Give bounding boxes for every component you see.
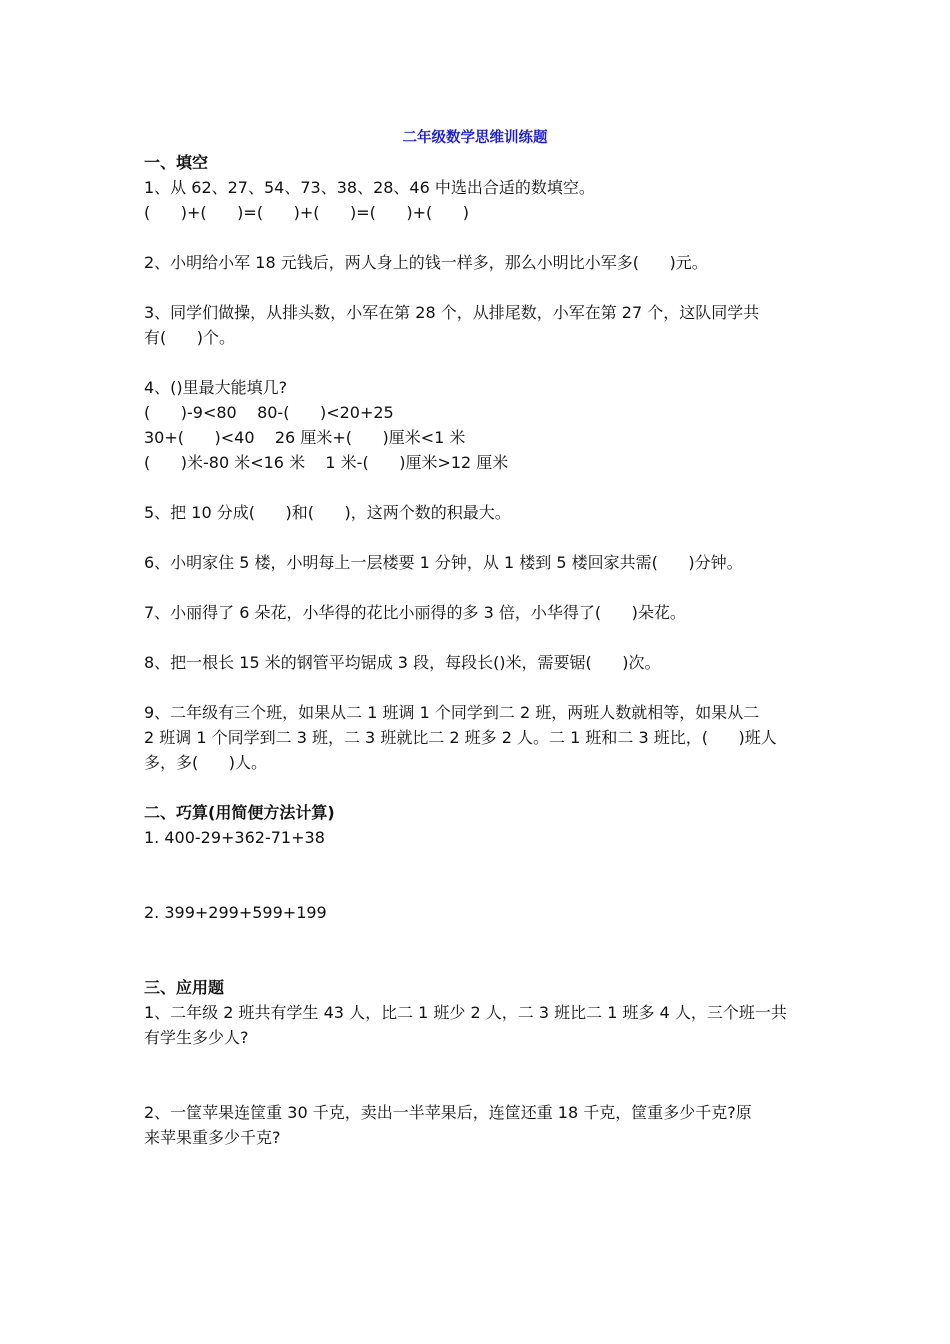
question-5: 5、把 10 分成( )和( )，这两个数的积最大。 bbox=[144, 503, 511, 522]
question-7: 7、小丽得了 6 朵花，小华得的花比小丽得的多 3 倍，小华得了( )朵花。 bbox=[144, 603, 686, 622]
question-4-line-2: 30+( )<40 26 厘米+( )厘米<1 米 bbox=[144, 428, 466, 447]
section-heading-word-problems: 三、应用题 bbox=[144, 978, 225, 997]
document-title: 二年级数学思维训练题 bbox=[402, 130, 548, 146]
word-problem-1-line-2: 有学生多少人? bbox=[144, 1028, 249, 1047]
question-4-line-3: ( )米-80 米<16 米 1 米-( )厘米>12 厘米 bbox=[144, 453, 509, 472]
question-9-line-1: 9、二年级有三个班，如果从二 1 班调 1 个同学到二 2 班，两班人数就相等，如果从二 bbox=[144, 703, 760, 722]
word-problem-2-line-2: 来苹果重多少千克? bbox=[144, 1128, 281, 1147]
question-4: 4、()里最大能填几? bbox=[144, 378, 288, 397]
question-3-line-2: 有( )个。 bbox=[144, 328, 236, 347]
section-heading-fill-blanks: 一、填空 bbox=[144, 153, 209, 172]
calc-problem-2: 2. 399+299+599+199 bbox=[144, 903, 327, 922]
section-heading-smart-calc: 二、巧算(用简便方法计算) bbox=[144, 803, 335, 822]
calc-problem-1: 1. 400-29+362-71+38 bbox=[144, 828, 325, 847]
question-1: 1、从 62、27、54、73、38、28、46 中选出合适的数填空。 bbox=[144, 178, 595, 197]
document-body bbox=[144, 150, 814, 1150]
question-4-line-1: ( )-9<80 80-( )<20+25 bbox=[144, 403, 394, 422]
question-8: 8、把一根长 15 米的钢管平均锯成 3 段，每段长()米，需要锯( )次。 bbox=[144, 653, 661, 672]
question-2: 2、小明给小军 18 元钱后，两人身上的钱一样多，那么小明比小军多( )元。 bbox=[144, 253, 708, 272]
word-problem-2-line-1: 2、一筐苹果连筐重 30 千克，卖出一半苹果后，连筐还重 18 千克，筐重多少千克?原 bbox=[144, 1103, 752, 1122]
question-9-line-3: 多，多( )人。 bbox=[144, 753, 268, 772]
word-problem-1-line-1: 1、二年级 2 班共有学生 43 人，比二 1 班少 2 人，二 3 班比二 1 班多 4 人，三个班一共 bbox=[144, 1003, 787, 1022]
question-3-line-1: 3、同学们做操，从排头数，小军在第 28 个，从排尾数，小军在第 27 个，这队同学共 bbox=[144, 303, 760, 322]
question-6: 6、小明家住 5 楼，小明每上一层楼要 1 分钟，从 1 楼到 5 楼回家共需( )分钟。 bbox=[144, 553, 743, 572]
question-9-line-2: 2 班调 1 个同学到二 3 班，二 3 班就比二 2 班多 2 人。二 1 班和二 3 班比，( )班人 bbox=[144, 728, 777, 747]
question-1-blanks: ( )+( )=( )+( )=( )+( ) bbox=[144, 203, 470, 222]
